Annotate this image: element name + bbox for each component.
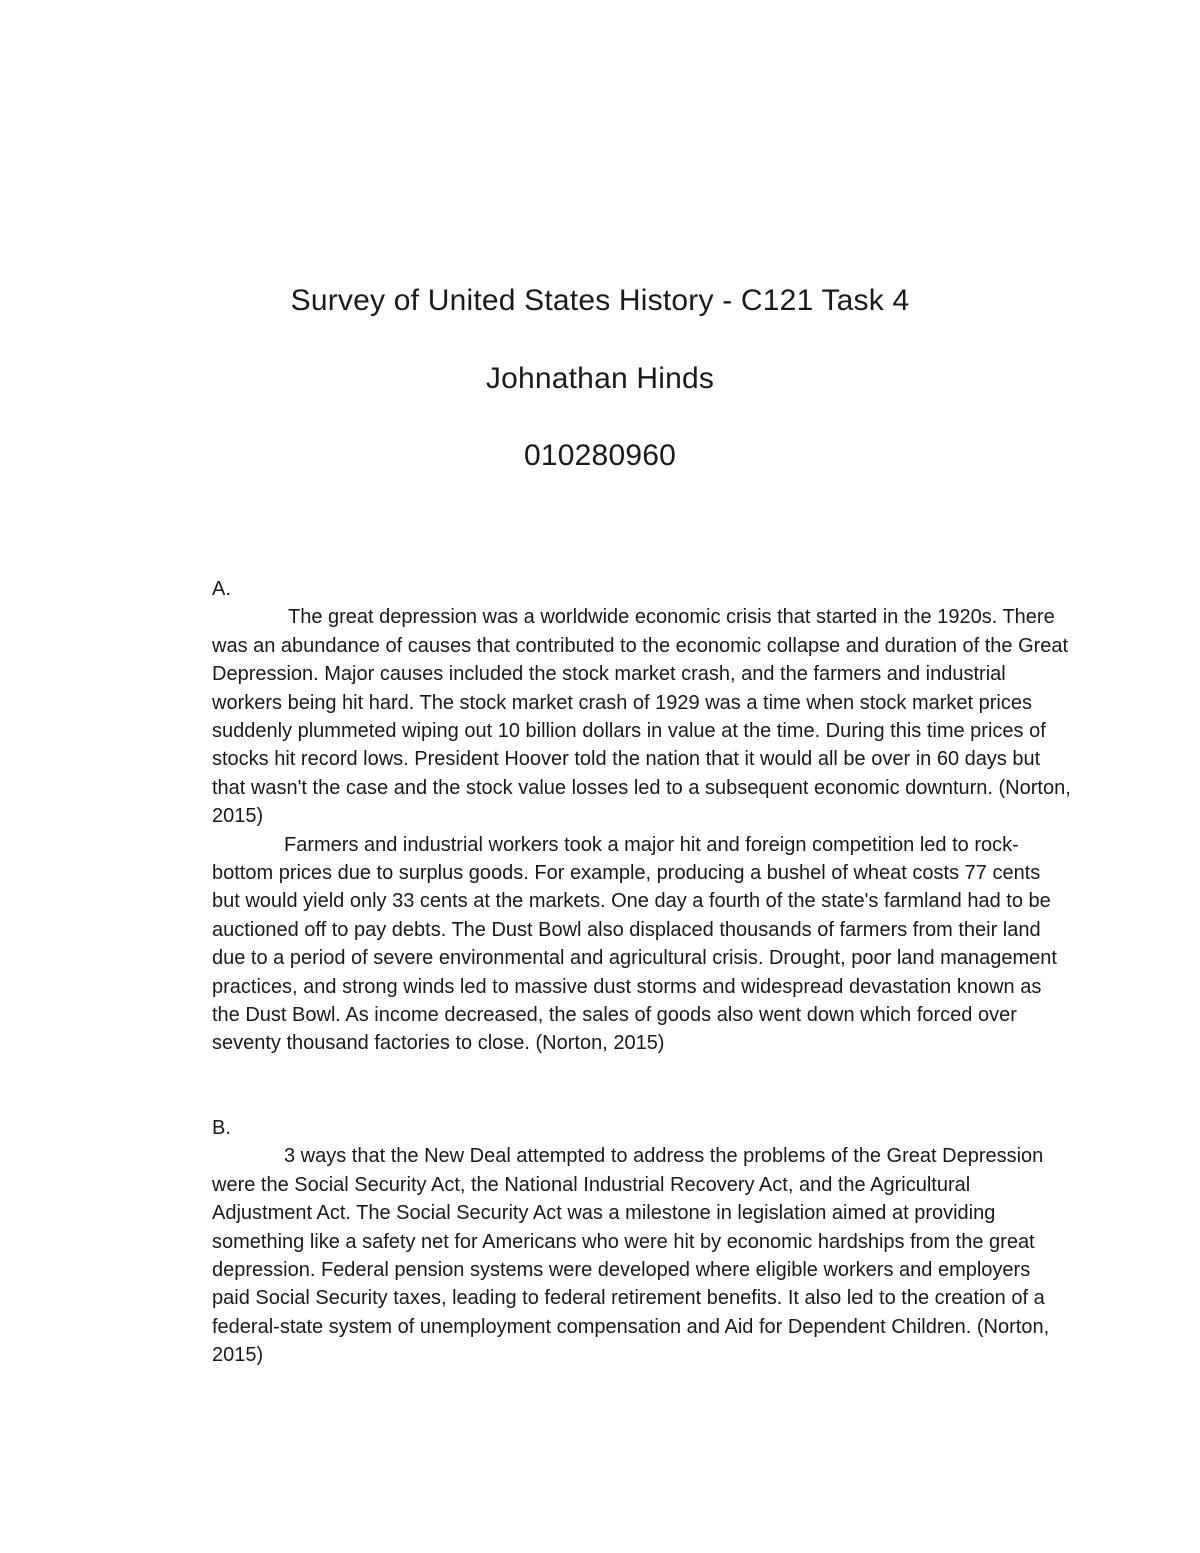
section-a-paragraph-1: The great depression was a worldwide economic crisis that started in the 1920s. There was an abundance of causes that contributed to the economic collapse and duration of the Great Depression. Major causes included the stock market crash, and the farmers and industrial workers being hit hard. The stock market crash of 1929 was a time when stock market prices suddenly plummeted wiping out 10 billion dollars in value at the time. During this time prices of stocks hit record lows. President Hoover told the nation that it would all be over in 60 days but that wasn't the case and the stock value losses led to a subsequent economic downturn. (Norton, 2015) [212,606,1071,828]
document-title: Survey of United States History - C121 Task 4 [290,284,910,317]
author-name: Johnathan Hinds [485,362,715,395]
section-b-heading: B. [212,1117,231,1139]
student-id: 010280960 [524,439,676,472]
section-b-paragraph-1: 3 ways that the New Deal attempted to address the problems of the Great Depression were the Social Security Act, the National Industrial Recovery Act, and the Agricultural Adjustment Act. The Social Security Act was a milestone in legislation aimed at providing something like a safety net for Americans who were hit by economic hardships from the great depression. Federal pension systems were developed where eligible workers and employers paid Social Security taxes, leading to federal retirement benefits. It also led to the creation of a federal-state system of unemployment compensation and Aid for Dependent Children. (Norton, 2015) [212,1145,1050,1367]
section-b [212,1114,1072,1370]
section-a-heading: A. [212,578,231,600]
section-a-paragraph-2: Farmers and industrial workers took a major hit and foreign competition led to rock-bottom prices due to surplus goods. For example, producing a bushel of wheat costs 77 cents but would yield only 33 cents at the markets. One day a fourth of the state's farmland had to be auctioned off to pay debts. The Dust Bowl also displaced thousands of farmers from their land due to a period of severe environmental and agricultural crisis. Drought, poor land management practices, and strong winds led to massive dust storms and widespread devastation known as the Dust Bowl. As income decreased, the sales of goods also went down which forced over seventy thousand factories to close. (Norton, 2015) [212,833,1057,1055]
section-a [212,575,1072,1058]
